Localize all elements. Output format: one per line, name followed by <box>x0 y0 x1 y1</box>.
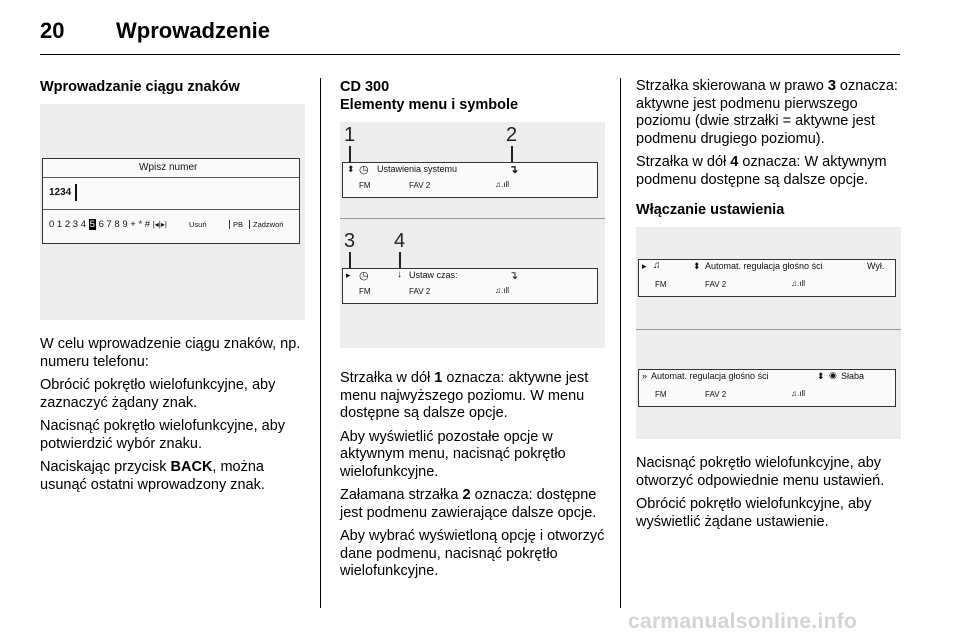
watermark: carmanualsonline.info <box>628 610 858 633</box>
paragraph <box>636 78 906 148</box>
page-header <box>40 14 900 55</box>
music-note-icon: ♫ <box>653 260 661 271</box>
arrow-right-icon: ▸ <box>642 261 647 271</box>
display-screen <box>42 158 300 244</box>
page-number: 20 <box>40 18 65 43</box>
display-screen-bottom <box>638 369 896 407</box>
clock-icon: ◷ <box>359 270 369 282</box>
figure-menu-symbols <box>340 122 605 348</box>
menu-title: Ustaw czas: <box>409 270 458 280</box>
callout-2: 2 <box>506 124 518 146</box>
text-run: oznacza: W aktywnym podmenu dostępne są dalsze opcje. <box>636 154 887 188</box>
figure-setting-toggle <box>636 227 901 439</box>
column-3 <box>636 78 906 537</box>
menu-title: Automat. regulacja głośno ści <box>705 261 823 271</box>
paragraph <box>636 154 906 189</box>
signal-icon: ♫.ıll <box>495 286 509 295</box>
column-1 <box>40 78 305 500</box>
paragraph: W celu wprowadzenie ciągu znaków, np. numeru telefonu: <box>40 336 301 370</box>
arrow-down-icon: ↓ <box>397 269 402 280</box>
band-label: FM <box>655 390 667 399</box>
separator <box>43 177 299 178</box>
arrow-updown-icon: ⬍ <box>693 261 701 271</box>
text-cursor <box>75 184 77 201</box>
callout-ref: 1 <box>434 370 443 386</box>
callout-ref: 4 <box>730 154 739 170</box>
band-label: FM <box>359 181 371 190</box>
paragraph: Nacisnąć pokrętło wielofunkcyjne, aby otworzyć odpowiednie menu ustawień. <box>636 455 885 489</box>
separator <box>340 218 605 219</box>
setting-value: Słaba <box>841 371 865 381</box>
text-run: Strzałka w dół <box>340 370 435 386</box>
radio-selected-icon: ◉ <box>829 370 837 380</box>
entered-number: 1234 <box>49 187 72 198</box>
call-button: Zadzwoń <box>249 220 283 229</box>
chapter-title: Wprowadzenie <box>116 18 271 43</box>
back-button-label: BACK <box>170 459 213 475</box>
text-run: oznacza: aktywne jest menu najwyższego poziomu. W menu dostępne są dalsze opcje. <box>340 370 589 421</box>
preset-label: FAV 2 <box>705 280 727 289</box>
pb-button: PB <box>229 220 243 229</box>
preset-label: FAV 2 <box>409 287 431 296</box>
double-arrow-right-icon: » <box>642 371 648 381</box>
section-heading: Włączanie ustawienia <box>636 202 785 218</box>
text-run: , można usunąć ostatni wprowadzony znak. <box>40 459 265 493</box>
band-label: FM <box>655 280 667 289</box>
preset-label: FAV 2 <box>409 181 431 190</box>
characters-after: 6 7 8 9 + * # <box>98 219 151 230</box>
callout-1: 1 <box>344 124 356 146</box>
preset-label: FAV 2 <box>705 390 727 399</box>
leader-line <box>399 252 401 268</box>
arrow-right-icon: ▸ <box>346 270 351 280</box>
submenu-arrow-icon: ↴ <box>509 270 519 282</box>
paragraph: Aby wyświetlić pozostałe opcje w aktywnym menu, nacisnąć pokrętło wielofunkcyjne. <box>340 428 566 480</box>
callout-ref: 2 <box>462 487 471 503</box>
signal-icon: ♫.ıll <box>791 279 805 288</box>
column-divider <box>320 78 321 608</box>
menu-title: Automat. regulacja głośno ści <box>651 371 769 381</box>
paragraph: Nacisnąć pokrętło wielofunkcyjne, aby potwierdzić wybór znaku. <box>40 418 286 452</box>
setting-value: Wył. <box>867 261 885 271</box>
separator <box>636 329 901 330</box>
paragraph: Obrócić pokrętło wielofunkcyjne, aby wyświetlić żądane ustawienie. <box>636 496 872 530</box>
leader-line <box>511 146 513 162</box>
submenu-arrow-icon: ↴ <box>509 164 519 176</box>
text-run: Naciskając przycisk <box>40 459 171 475</box>
characters-before: 0 1 2 3 4 <box>49 219 86 230</box>
clock-icon: ◷ <box>359 164 369 176</box>
text-run: Strzałka w dół <box>636 154 731 170</box>
paragraph: Aby wybrać wyświetloną opcję i otworzyć dane podmenu, nacisnąć pokrętło wielofunkcyjne. <box>340 528 605 579</box>
arrow-updown-icon: ⬍ <box>817 371 825 381</box>
leader-line <box>349 252 351 268</box>
callout-4: 4 <box>394 230 406 252</box>
arrow-updown-icon: ⬍ <box>347 164 355 174</box>
signal-icon: ♫.ıll <box>495 180 509 189</box>
figure-number-entry <box>40 104 305 320</box>
character-row <box>49 219 167 230</box>
section-subheading: Elementy menu i symbole <box>340 97 519 113</box>
display-screen-bottom <box>342 268 598 304</box>
band-label: FM <box>359 287 371 296</box>
cursor-move-icon: |◂|▸| <box>152 220 167 229</box>
paragraph <box>340 487 605 522</box>
text-run: Załamana strzałka <box>340 487 463 503</box>
text-run: oznacza: aktywne jest podmenu pierwszego poziomu (dwie strzałki = aktywne jest podmenu drugiego poziomu). <box>636 78 898 147</box>
column-2 <box>340 78 605 587</box>
screen-title: Wpisz numer <box>139 162 198 173</box>
paragraph <box>340 370 605 423</box>
selected-character: 5 <box>89 219 95 230</box>
callout-3: 3 <box>344 230 356 252</box>
callout-ref: 3 <box>827 78 836 94</box>
display-screen-top <box>342 162 598 198</box>
separator <box>43 209 299 210</box>
delete-button: Usuń <box>189 220 207 229</box>
menu-title: Ustawienia systemu <box>377 164 458 174</box>
paragraph <box>40 459 305 494</box>
section-heading: CD 300 <box>340 79 390 95</box>
section-heading: Wprowadzanie ciągu znaków <box>40 79 240 95</box>
leader-line <box>349 146 351 162</box>
paragraph: Obrócić pokrętło wielofunkcyjne, aby zaznaczyć żądany znak. <box>40 377 276 411</box>
text-run: Strzałka skierowana w prawo <box>636 78 828 94</box>
text-run: oznacza: dostępne jest podmenu zawierające dalsze opcje. <box>340 487 597 521</box>
display-screen-top <box>638 259 896 297</box>
column-divider <box>620 78 621 608</box>
signal-icon: ♫.ıll <box>791 389 805 398</box>
